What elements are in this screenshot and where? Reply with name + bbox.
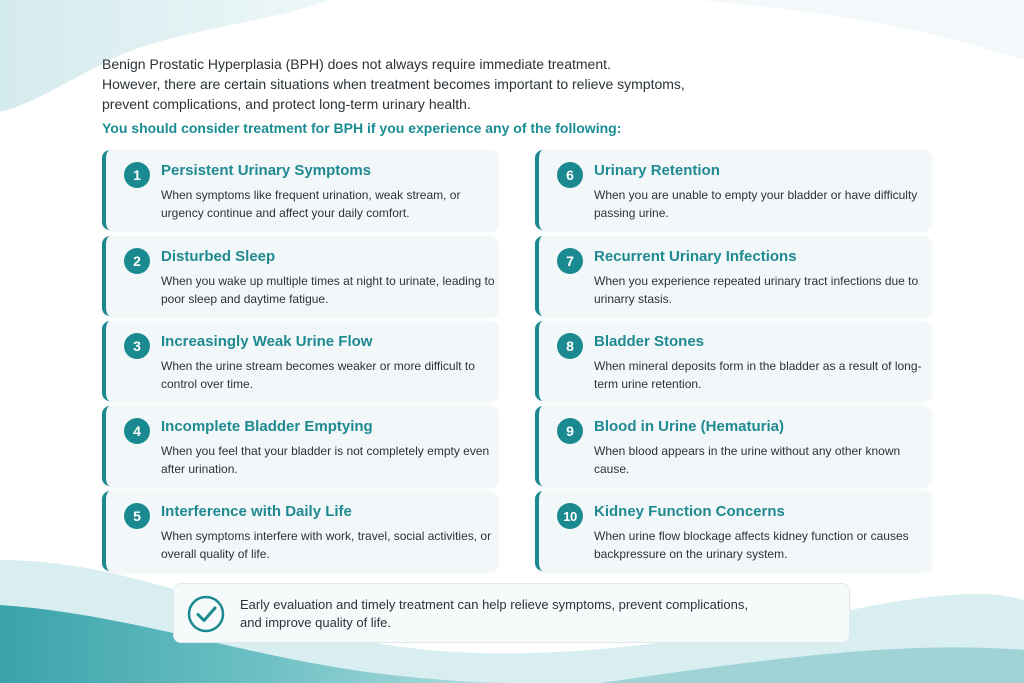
card-description: When blood appears in the urine without any other known cause. [594,444,901,476]
summary-line: and improve quality of life. [240,615,392,630]
check-circle-icon [186,594,226,634]
card-title: Blood in Urine (Hematuria) [594,418,785,435]
reason-card-7 [535,236,931,316]
card-title: Incomplete Bladder Emptying [161,418,373,435]
reason-card-10 [535,491,931,571]
card-description: When you wake up multiple times at night to urinate, leading to poor sleep and daytime fatigue. [161,274,495,306]
number-badge: 6 [557,162,583,188]
summary-line: Early evaluation and timely treatment can help relieve symptoms, prevent complications, [240,597,748,612]
card-title: Urinary Retention [594,162,720,179]
summary-text [240,596,840,632]
reason-card-6 [535,150,931,230]
card-description: When you are unable to empty your bladder or have difficulty passing urine. [594,188,918,220]
number-badge: 10 [557,503,583,529]
number-badge: 9 [557,418,583,444]
card-description: When urine flow blockage affects kidney function or causes backpressure on the urinary system. [594,529,909,561]
card-description: When symptoms interfere with work, travel, social activities, or overall quality of life. [161,529,492,561]
card-title: Bladder Stones [594,333,705,350]
reason-card-3 [102,321,498,401]
reason-card-8 [535,321,931,401]
reason-card-4 [102,406,498,486]
card-description: When the urine stream becomes weaker or more difficult to control over time. [161,359,475,391]
number-badge: 8 [557,333,583,359]
card-title: Interference with Daily Life [161,503,352,520]
card-description: When mineral deposits form in the bladder as a result of long-term urine retention. [594,359,922,391]
intro-line: prevent complications, and protect long-term urinary health. [102,96,471,112]
number-badge: 4 [124,418,150,444]
reason-card-1 [102,150,498,230]
card-title: Recurrent Urinary Infections [594,248,797,265]
intro-line: Benign Prostatic Hyperplasia (BPH) does not always require immediate treatment. [102,56,611,72]
reason-card-9 [535,406,931,486]
card-title: Kidney Function Concerns [594,503,785,520]
card-title: Disturbed Sleep [161,248,276,265]
number-badge: 5 [124,503,150,529]
number-badge: 1 [124,162,150,188]
lead-heading: You should consider treatment for BPH if you experience any of the following: [102,120,622,136]
reason-card-5 [102,491,498,571]
card-description: When symptoms like frequent urination, weak stream, or urgency continue and affect your daily comfort. [161,188,461,220]
card-title: Persistent Urinary Symptoms [161,162,372,179]
intro-line: However, there are certain situations when treatment becomes important to relieve symptoms, [102,76,685,92]
intro-paragraph [102,54,802,114]
card-description: When you feel that your bladder is not completely empty even after urination. [161,444,490,476]
number-badge: 7 [557,248,583,274]
reason-card-2 [102,236,498,316]
number-badge: 2 [124,248,150,274]
card-description: When you experience repeated urinary tract infections due to urinarry stasis. [594,274,919,306]
number-badge: 3 [124,333,150,359]
card-title: Increasingly Weak Urine Flow [161,333,373,350]
summary-note [173,583,850,643]
